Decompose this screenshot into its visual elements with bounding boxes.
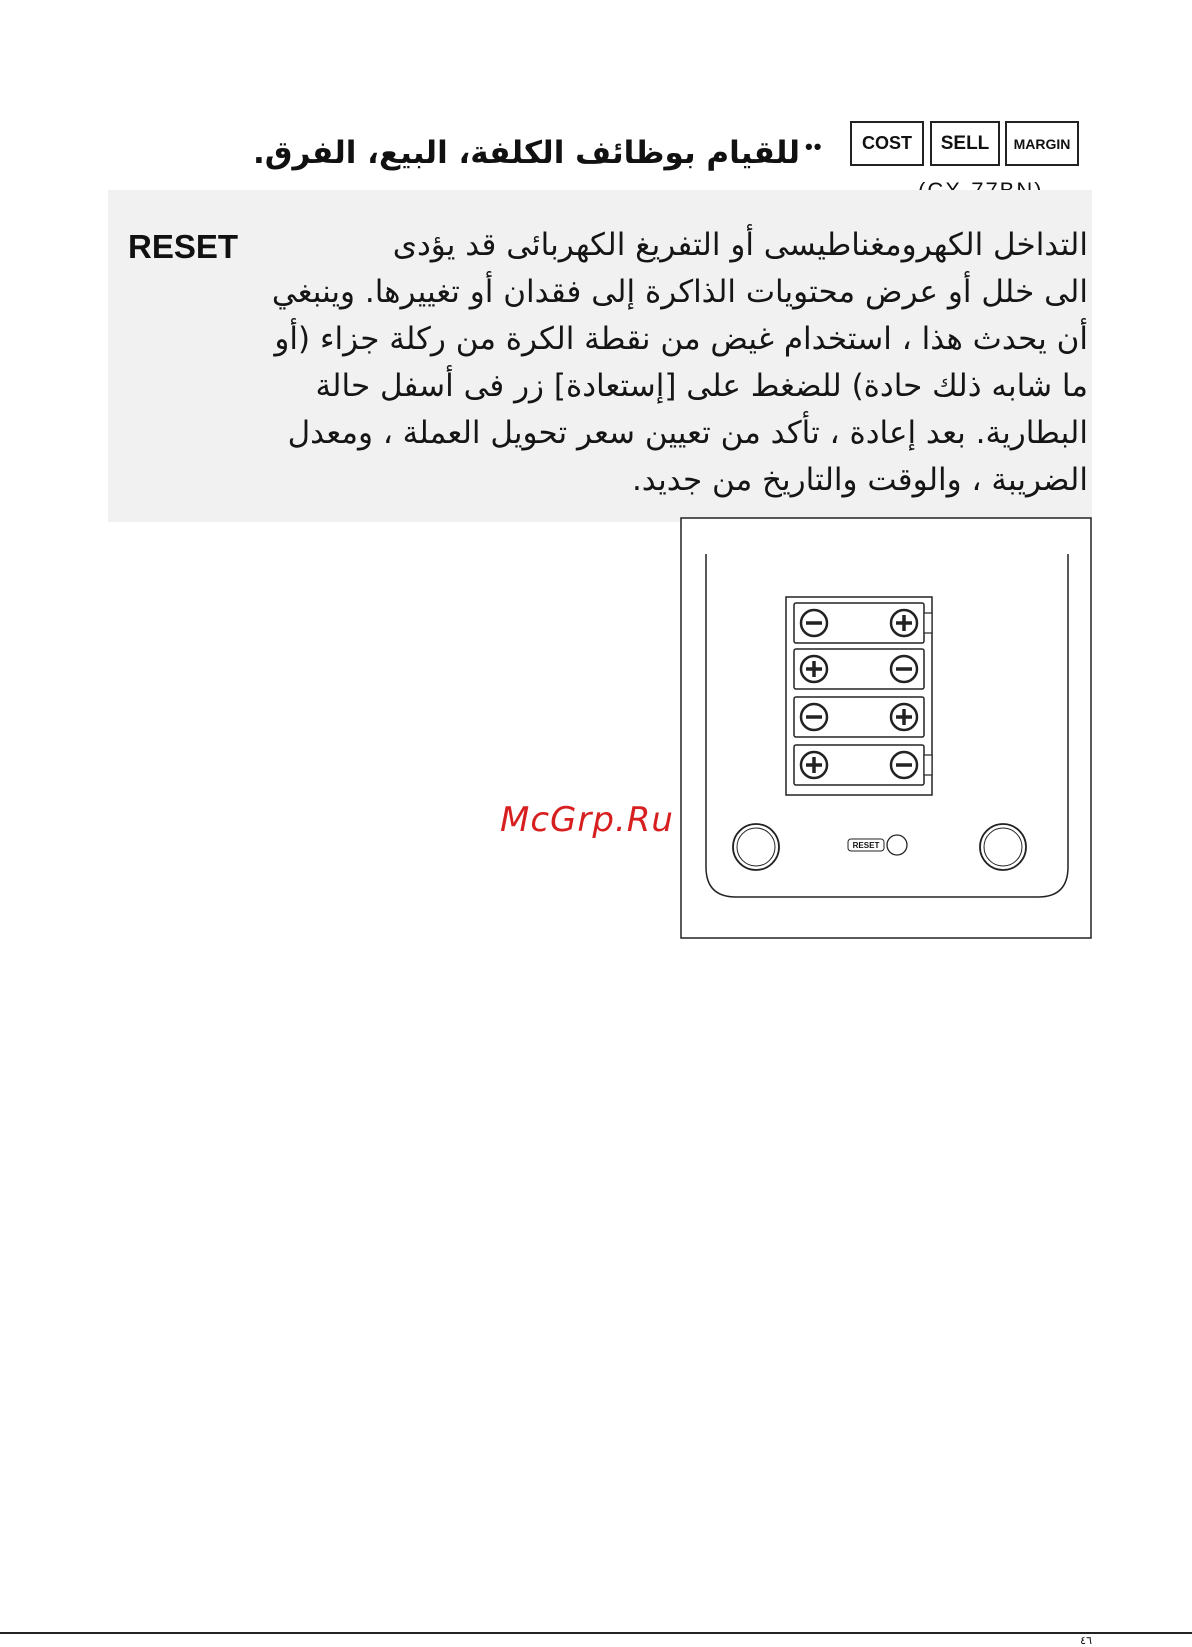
battery-cell-4 — [794, 745, 932, 785]
section-title: للقيام بوظائف الكلفة، البيع، الفرق. — [253, 135, 800, 171]
page-number: ٤٦ — [1080, 1635, 1092, 1647]
bullet-marker: •• — [805, 134, 823, 159]
plus-icon — [891, 704, 917, 730]
instruction-line: الضريبة ، والوقت والتاريخ من جديد. — [631, 462, 1088, 498]
battery-cell-2 — [794, 649, 924, 689]
minus-icon — [891, 656, 917, 682]
reset-button-label: RESET — [852, 841, 880, 850]
left-screw — [733, 824, 779, 870]
instruction-line: أن يحدث هذا ، استخدام غيض من نقطة الكرة من ركلة جزاء (أو — [274, 321, 1088, 357]
battery-cell-3 — [794, 697, 924, 737]
cost-key: COST — [850, 121, 924, 166]
instruction-line: الى خلل أو عرض محتويات الذاكرة إلى فقدان أو تغييرها. وينبغي — [271, 274, 1088, 310]
plus-icon — [801, 752, 827, 778]
reset-instructions — [120, 222, 1088, 504]
instruction-line: التداخل الكهرومغناطيسى أو التفريغ الكهربائى قد يؤدى — [392, 227, 1088, 263]
right-screw — [980, 824, 1026, 870]
instruction-line: البطارية. بعد إعادة ، تأكد من تعيين سعر تحويل العملة ، ومعدل — [287, 415, 1088, 451]
footer-rule — [0, 1632, 1192, 1634]
sell-key: SELL — [930, 121, 1000, 166]
battery-compartment-diagram — [680, 517, 1092, 939]
minus-icon — [801, 704, 827, 730]
reset-heading: RESET — [128, 228, 239, 265]
minus-icon — [801, 610, 827, 636]
instruction-line: ما شابه ذلك حادة) للضغط على [إستعادة] زر فى أسفل حالة — [315, 368, 1088, 404]
watermark: McGrp.Ru — [500, 800, 674, 840]
minus-icon — [891, 752, 917, 778]
battery-cell-1 — [794, 603, 932, 643]
margin-key: MARGIN — [1005, 121, 1079, 166]
plus-icon — [891, 610, 917, 636]
plus-icon — [801, 656, 827, 682]
